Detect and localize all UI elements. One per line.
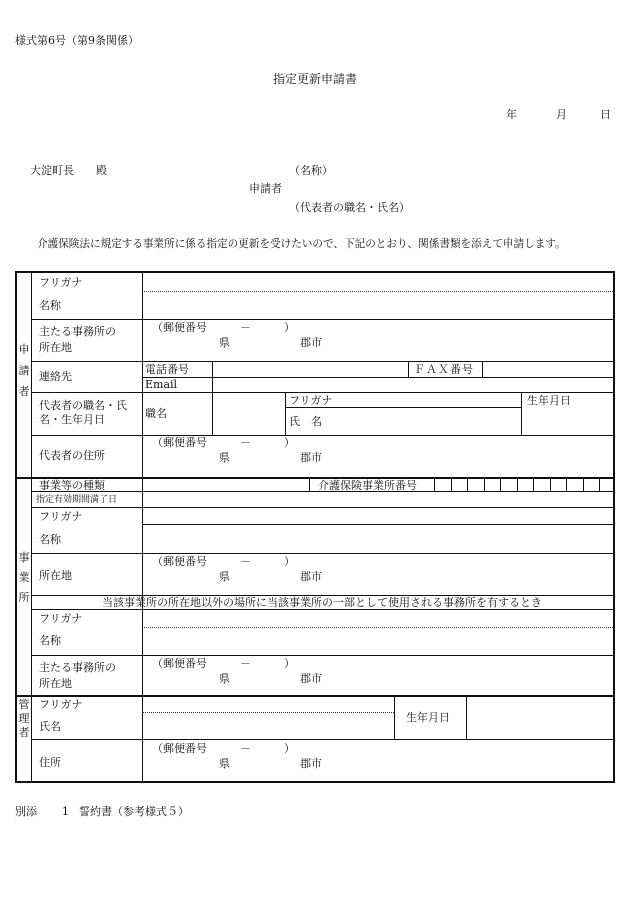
representative-title-label: 代表者の職名・氏 — [39, 399, 127, 412]
rep-furigana-label: フリガナ — [289, 394, 333, 407]
label-column-line — [142, 273, 143, 477]
applicant-main-office-label: 主たる事務所の — [39, 325, 116, 338]
application-form-table: 申 請 者 フリガナ 名称 主たる事務所の 所在地 （郵便番号 － ） 県 郡市 連絡先 電話番号 ＦＡＸ番号 Email 代表者の職名・氏 名・生年月日 職名 フリガナ 氏 名 生年月日 代表者の住所 （郵便番号 － ） 県 郡市 事 業 所 事業等の種類 介護保険事業所番号 指定有効期間満了日 フリガナ 名称 所在地 （郵便番号 － ） 県 郡市 当該事業所の所在地以外の場所に当該事業所の一部として使用される事務所を有するとき フリガナ 名称 主たる事務所の 所在地 （郵便番号 － ） 県 郡市 管 理 者 フリガナ 氏名 生年月日 住所 （郵便番号 － ） 県 郡市 — [15, 271, 615, 783]
section-label-manager: 管 理 者 — [18, 698, 30, 739]
attachment-number: 1 — [62, 805, 69, 818]
applicant-postal-label: （郵便番号 － ） — [152, 321, 295, 334]
section-label-applicant: 申 請 者 — [18, 343, 30, 398]
position-label: 職名 — [145, 407, 167, 420]
addressee-name: 大淀町長 — [30, 164, 74, 177]
section-divider — [17, 477, 613, 479]
expiry-date-label: 指定有効期間満了日 — [36, 495, 118, 505]
applicant-furigana-label: フリガナ — [39, 276, 83, 289]
fax-label: ＦＡＸ番号 — [414, 363, 474, 376]
manager-furigana-label: フリガナ — [39, 698, 83, 711]
page-title: 指定更新申請書 — [273, 72, 358, 86]
branch-furigana-label: フリガナ — [39, 612, 83, 625]
rep-address-label: 代表者の住所 — [39, 449, 105, 462]
applicant-label: 申請者 — [249, 182, 282, 195]
rep-name-label: 氏 名 — [289, 415, 322, 428]
representative-label: （代表者の職名・氏名） — [289, 201, 410, 214]
other-office-note: 当該事業所の所在地以外の場所に当該事業所の一部として使用される事務所を有するとき — [102, 596, 542, 609]
phone-label: 電話番号 — [145, 363, 189, 376]
email-label: Email — [145, 378, 178, 391]
rep-birthdate-label: 生年月日 — [527, 394, 571, 407]
form-number: 様式第6号（第9条関係） — [15, 34, 139, 47]
addressee-honorific: 殿 — [96, 164, 107, 177]
attachment-item: 誓約書（参考様式５） — [79, 805, 189, 818]
manager-name-label: 氏名 — [39, 720, 61, 733]
branch-main-office-label: 主たる事務所の — [39, 661, 116, 674]
section-divider — [17, 695, 613, 697]
org-name-label: （名称） — [289, 164, 333, 177]
section-label-office: 事 業 所 — [18, 551, 30, 604]
date-day-label: 日 — [600, 108, 611, 121]
manager-address-label: 住所 — [39, 756, 61, 769]
side-column-line — [31, 273, 32, 781]
service-type-label: 事業等の種類 — [39, 479, 105, 492]
office-name-label: 名称 — [39, 533, 61, 546]
insurance-number-label: 介護保険事業所番号 — [318, 479, 417, 492]
branch-name-label: 名称 — [39, 634, 61, 647]
office-furigana-label: フリガナ — [39, 510, 83, 523]
contact-label: 連絡先 — [39, 370, 72, 383]
applicant-name-label: 名称 — [39, 299, 61, 312]
manager-birthdate-label: 生年月日 — [406, 711, 450, 724]
date-year-label: 年 — [506, 108, 517, 121]
date-month-label: 月 — [556, 108, 567, 121]
attachment-label: 別添 — [15, 805, 37, 818]
intro-text: 介護保険法に規定する事業所に係る指定の更新を受けたいので、下記のとおり、関係書類を添えて申請します。 — [37, 238, 566, 250]
office-location-label: 所在地 — [39, 569, 72, 582]
